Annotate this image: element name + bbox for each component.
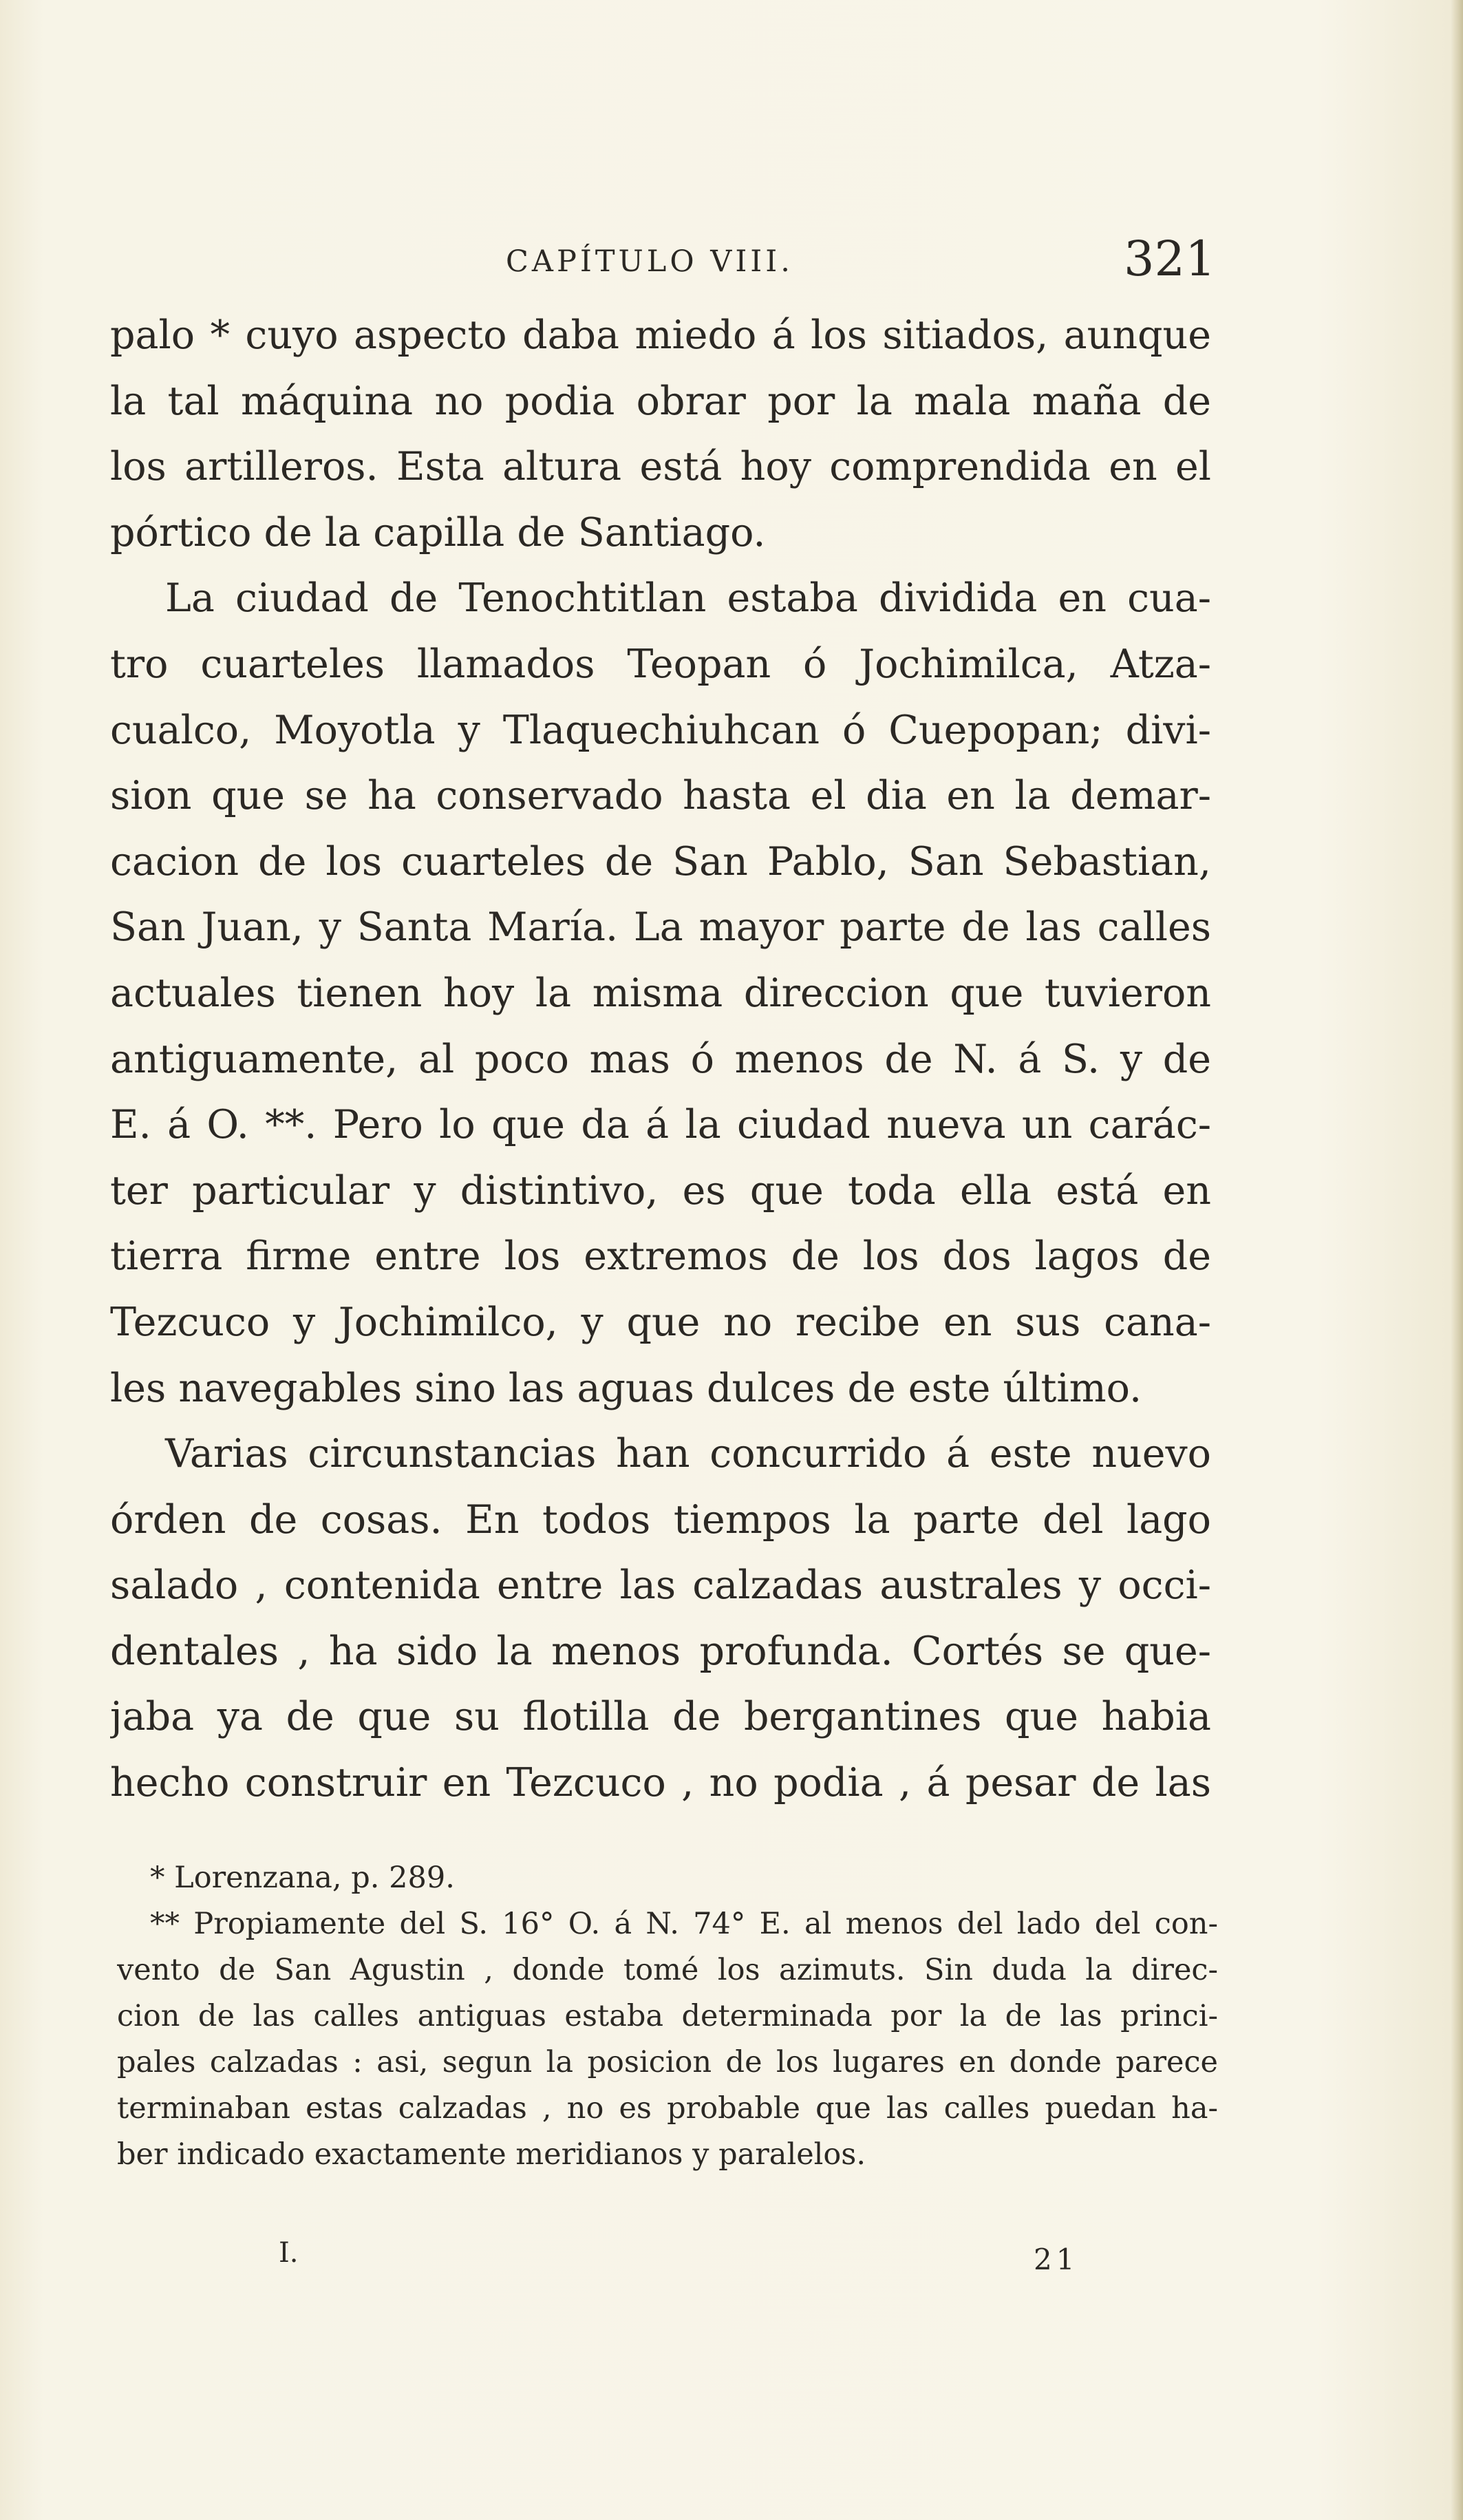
text-line: órden de cosas. En todos tiempos la parte del lago bbox=[110, 1496, 1211, 1543]
text-line: dentales , ha sido la menos profunda. Cortés se que- bbox=[110, 1628, 1211, 1674]
text-line: Varias circunstancias han concurrido á este nuevo bbox=[165, 1431, 1211, 1477]
text-line: jaba ya de que su flotilla de bergantines que habia bbox=[110, 1694, 1211, 1740]
footnote-line: * Lorenzana, p. 289. bbox=[150, 1861, 455, 1895]
text-line: tro cuarteles llamados Teopan ó Jochimilca, Atza- bbox=[110, 641, 1211, 687]
text-line: E. á O. **. Pero lo que da á la ciudad nueva un carác- bbox=[110, 1102, 1211, 1148]
text-line: San Juan, y Santa María. La mayor parte de las calles bbox=[110, 904, 1211, 951]
footnote-line: vento de San Agustin , donde tomé los azimuts. Sin duda la direc- bbox=[117, 1953, 1218, 1987]
text-line: antiguamente, al poco mas ó menos de N. á S. y de bbox=[110, 1036, 1211, 1082]
page-header bbox=[110, 231, 1216, 293]
footnote-line: cion de las calles antiguas estaba determinada por la de las princi- bbox=[117, 1999, 1218, 2033]
page-number: 321 bbox=[1124, 231, 1216, 287]
text-line: los artilleros. Esta altura está hoy comprendida en el bbox=[110, 444, 1211, 490]
footnote-line: terminaban estas calzadas , no es probable que las calles puedan ha- bbox=[117, 2091, 1218, 2126]
body-text bbox=[110, 303, 1211, 1817]
text-line: ter particular y distintivo, es que toda ella está en bbox=[110, 1167, 1211, 1214]
text-line: cualco, Moyotla y Tlaquechiuhcan ó Cuepopan; divi- bbox=[110, 707, 1211, 753]
text-line: actuales tienen hoy la misma direccion que tuvieron bbox=[110, 970, 1211, 1016]
footnote-line: ** Propiamente del S. 16° O. á N. 74° E. al menos del lado del con- bbox=[150, 1907, 1218, 1941]
text-line: palo * cuyo aspecto daba miedo á los sitiados, aunque bbox=[110, 313, 1211, 358]
text-line: pórtico de la capilla de Santiago. bbox=[110, 509, 766, 555]
running-title: CAPÍTULO VIII. bbox=[506, 244, 793, 279]
text-line: cacion de los cuarteles de San Pablo, San Sebastian, bbox=[110, 838, 1211, 885]
footnote-line: pales calzadas : asi, segun la posicion de los lugares en donde parece bbox=[117, 2045, 1218, 2079]
leaf-number: 21 bbox=[1034, 2243, 1079, 2276]
text-line: Tezcuco y Jochimilco, y que no recibe en sus cana- bbox=[110, 1299, 1211, 1345]
text-line: tierra firme entre los extremos de los dos lagos de bbox=[110, 1233, 1211, 1280]
text-line: hecho construir en Tezcuco , no podia , á pesar de las bbox=[110, 1760, 1211, 1806]
text-line: salado , contenida entre las calzadas australes y occi- bbox=[110, 1563, 1211, 1609]
signature-mark: I. bbox=[279, 2237, 299, 2269]
page-edge-shadow bbox=[1451, 0, 1463, 2520]
footnote-line: ber indicado exactamente meridianos y paralelos. bbox=[117, 2137, 866, 2172]
text-line: sion que se ha conservado hasta el dia en la demar- bbox=[110, 773, 1211, 819]
text-line: La ciudad de Tenochtitlan estaba dividida en cua- bbox=[165, 575, 1211, 622]
footnotes bbox=[117, 1855, 1218, 2178]
text-line: la tal máquina no podia obrar por la mala maña de bbox=[110, 378, 1211, 424]
text-line: les navegables sino las aguas dulces de este último. bbox=[110, 1365, 1142, 1411]
